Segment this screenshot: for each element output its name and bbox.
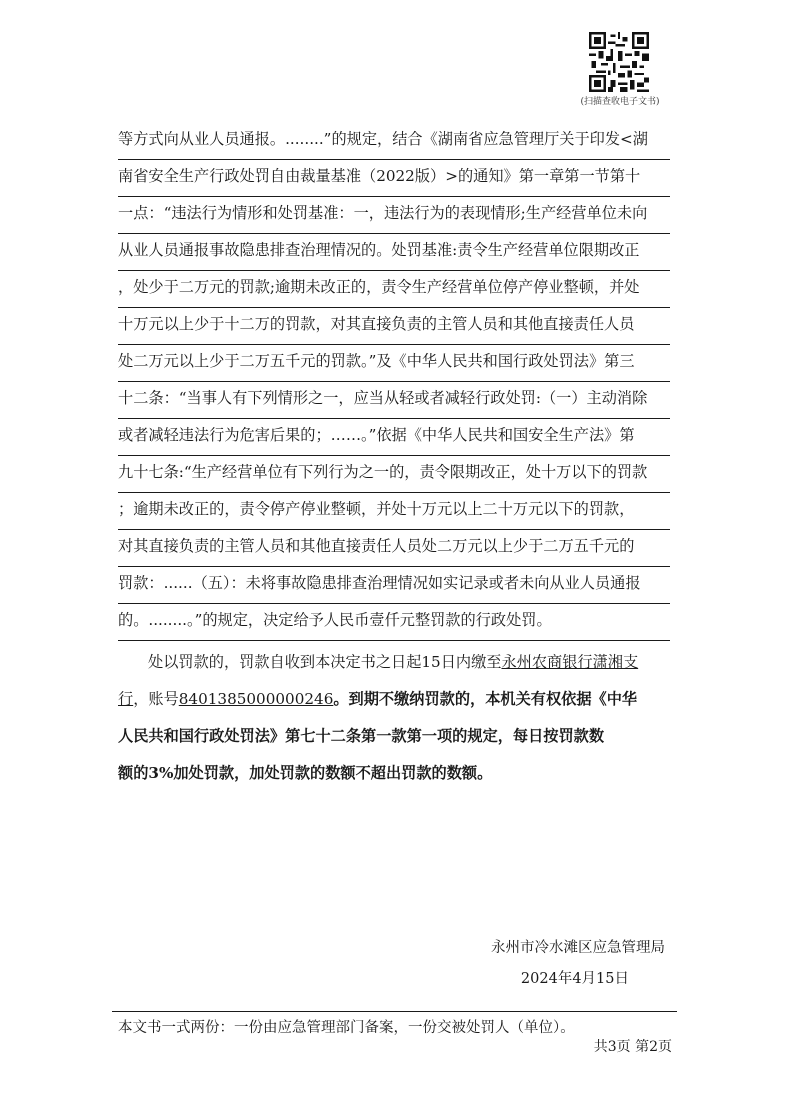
- payment-text: ，账号: [133, 690, 179, 708]
- bank-name: 永州农商银行潇湘支: [501, 653, 639, 671]
- payment-warning: 。到期不缴纳罚款的，本机关有权依据《中华: [333, 690, 638, 708]
- body-line: 罚款：......（五）：未将事故隐患排查治理情况如实记录或者未向从业人员通报: [118, 567, 670, 604]
- qr-code: [589, 32, 649, 92]
- body-line: ，处少于二万元的罚款;逾期未改正的，责令生产经营单位停产停业整顿，并处: [118, 271, 670, 308]
- footer-note: 本文书一式两份：一份由应急管理部门备案，一份交被处罚人（单位）。: [118, 1020, 575, 1036]
- account-number: 8401385000000246: [178, 690, 334, 708]
- payment-warning: 人民共和国行政处罚法》第七十二条第一款第一项的规定，每日按罚款数: [118, 727, 604, 745]
- page-number: 共3页 第2页: [593, 1039, 672, 1055]
- payment-warning: 额的3%加处罚款，加处罚款的数额不超出罚款的数额。: [118, 764, 493, 782]
- body-line: 的。........。”的规定，决定给予人民币壹仟元整罚款的行政处罚。: [118, 604, 670, 641]
- body-line: ；逾期未改正的，责令停产停业整顿，并处十万元以上二十万元以下的罚款，: [118, 493, 670, 530]
- body-line: 十万元以上少于十二万的罚款，对其直接负责的主管人员和其他直接责任人员: [118, 308, 670, 345]
- issuing-authority: 永州市冷水滩区应急管理局: [491, 940, 665, 956]
- body-line: 九十七条:“生产经营单位有下列行为之一的，责令限期改正，处十万以下的罚款: [118, 456, 670, 493]
- footer-divider: [112, 1011, 677, 1012]
- body-line: 或者减轻违法行为危害后果的；……。”依据《中华人民共和国安全生产法》第: [118, 419, 670, 456]
- bank-name-tail: 行: [118, 690, 134, 708]
- body-line: 等方式向从业人员通报。........”的规定，结合《湖南省应急管理厅关于印发<湖: [118, 123, 670, 160]
- payment-line: [118, 644, 670, 681]
- issue-date: 2024年4月15日: [520, 971, 629, 987]
- body-line: 十二条：“当事人有下列情形之一，应当从轻或者减轻行政处罚:（一）主动消除: [118, 382, 670, 419]
- legal-basis-paragraph: [118, 123, 670, 641]
- payment-paragraph: [118, 644, 670, 792]
- qr-caption: (扫描查收电子文书): [580, 97, 660, 107]
- payment-line: [118, 681, 670, 718]
- body-line: 处二万元以上少于二万五千元的罚款。”及《中华人民共和国行政处罚法》第三: [118, 345, 670, 382]
- body-line: 一点：“违法行为情形和处罚基准：一，违法行为的表现情形;生产经营单位未向: [118, 197, 670, 234]
- body-line: 南省安全生产行政处罚自由裁量基准（2022版）>的通知》第一章第一节第十: [118, 160, 670, 197]
- body-line: 对其直接负责的主管人员和其他直接责任人员处二万元以上少于二万五千元的: [118, 530, 670, 567]
- body-line: 从业人员通报事故隐患排查治理情况的。处罚基准:责令生产经营单位限期改正: [118, 234, 670, 271]
- payment-text: 处以罚款的，罚款自收到本决定书之日起15日内缴至: [148, 653, 502, 671]
